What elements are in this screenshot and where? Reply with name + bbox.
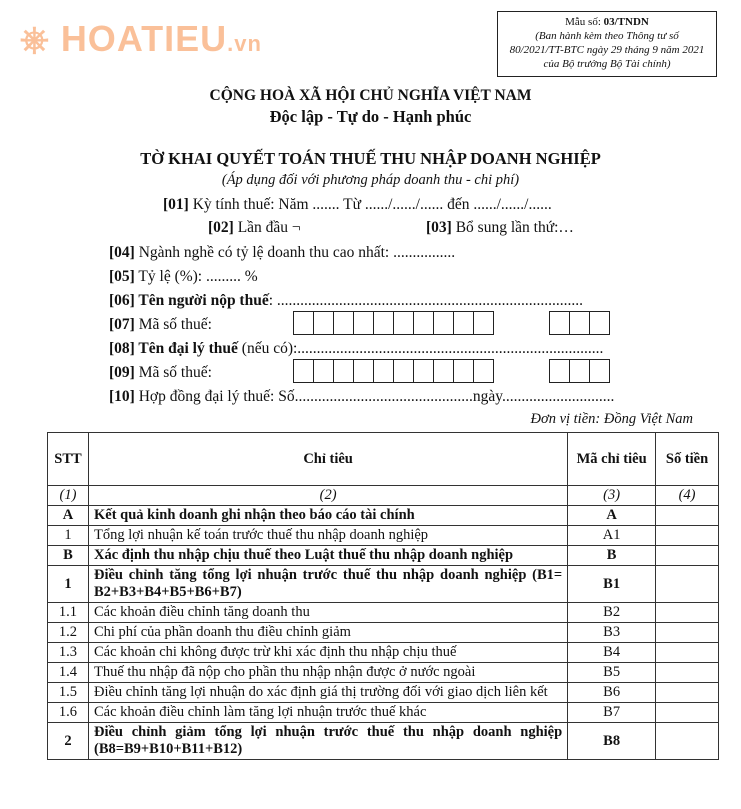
table-row	[48, 723, 719, 760]
field-08: [08] Tên đại lý thuế (nếu có):...............................................................................	[109, 340, 604, 357]
table-row	[48, 663, 719, 683]
row-amount[interactable]	[656, 603, 719, 623]
row-amount[interactable]	[656, 683, 719, 703]
page-title: TỜ KHAI QUYẾT TOÁN THUẾ THU NHẬP DOANH NGHIỆP	[140, 149, 601, 168]
field-06: [06] Tên người nộp thuế: ...............................................................................	[109, 292, 584, 309]
currency-unit: Đơn vị tiền: Đồng Việt Nam	[530, 411, 693, 427]
row-code: B2	[568, 603, 656, 623]
row-amount[interactable]	[656, 723, 719, 760]
table-row	[48, 546, 719, 566]
row-amount[interactable]	[656, 546, 719, 566]
tax-code-suffix-boxes[interactable]	[550, 311, 610, 335]
header-code: Mã chỉ tiêu	[568, 433, 656, 486]
form-note: 80/2021/TT-BTC ngày 29 tháng 9 năm 2021	[509, 44, 705, 56]
row-amount[interactable]	[656, 703, 719, 723]
header-criteria: Chỉ tiêu	[88, 433, 567, 486]
table-row	[48, 603, 719, 623]
row-stt: 1	[48, 526, 89, 546]
row-stt: 1.5	[48, 683, 89, 703]
table-row	[48, 526, 719, 546]
subtitle: (Áp dụng đối với phương pháp doanh thu - chi phí)	[221, 172, 520, 188]
row-label: Chi phí của phần doanh thu điều chỉnh giảm	[88, 623, 567, 643]
field-03: [03] Bổ sung lần thứ:…	[426, 219, 574, 236]
header-amount: Số tiền	[656, 433, 719, 486]
row-stt: 1	[48, 566, 89, 603]
row-amount[interactable]	[656, 526, 719, 546]
row-code: A	[568, 506, 656, 526]
row-label: Các khoản điều chỉnh tăng doanh thu	[88, 603, 567, 623]
field-04: [04] Ngành nghề có tỷ lệ doanh thu cao nhất: ................	[109, 244, 456, 261]
motto: Độc lập - Tự do - Hạnh phúc	[269, 107, 472, 126]
form-note: (Ban hành kèm theo Thông tư số	[535, 30, 679, 42]
row-label: Thuế thu nhập đã nộp cho phần thu nhập nhận được ở nước ngoài	[88, 663, 567, 683]
row-code: B5	[568, 663, 656, 683]
form-label: Mẫu số:	[565, 16, 604, 28]
row-amount[interactable]	[656, 643, 719, 663]
field-09: [09] Mã số thuế:	[109, 364, 212, 381]
table-row	[48, 566, 719, 603]
row-amount[interactable]	[656, 623, 719, 643]
row-label: Tổng lợi nhuận kế toán trước thuế thu nhập doanh nghiệp	[88, 526, 567, 546]
row-stt: 2	[48, 723, 89, 760]
watermark-logo: ⎈ HOATIEU.vn	[20, 18, 262, 59]
index-cell: (1)	[48, 486, 89, 506]
row-label: Các khoản chi không được trừ khi xác định thu nhập chịu thuế	[88, 643, 567, 663]
watermark-text: HOATIEU	[60, 18, 228, 59]
row-label: Các khoản điều chỉnh làm tăng lợi nhuận trước thuế khác	[88, 703, 567, 723]
row-code: B8	[568, 723, 656, 760]
field-07: [07] Mã số thuế:	[109, 316, 212, 333]
row-amount[interactable]	[656, 663, 719, 683]
agent-tax-code-suffix-boxes[interactable]	[550, 359, 610, 383]
table-row	[48, 703, 719, 723]
row-label: Điều chỉnh tăng lợi nhuận do xác định giá thị trường đối với giao dịch liên kết	[88, 683, 567, 703]
tax-code-boxes[interactable]	[294, 311, 494, 335]
row-amount[interactable]	[656, 506, 719, 526]
nation-heading: CỘNG HOÀ XÃ HỘI CHỦ NGHĨA VIỆT NAM	[209, 87, 532, 104]
field-01: [01] Kỳ tính thuế: Năm ....... Từ ....../....../...... đến ....../....../......	[163, 196, 552, 213]
row-code: B6	[568, 683, 656, 703]
row-code: B1	[568, 566, 656, 603]
row-stt: 1.6	[48, 703, 89, 723]
field-05: [05] Tỷ lệ (%): ......... %	[109, 268, 258, 285]
tax-table	[47, 432, 719, 760]
row-code: B4	[568, 643, 656, 663]
field-10: [10] Hợp đồng đại lý thuế: Số..............................................ngày.............................	[109, 388, 615, 405]
row-code: B7	[568, 703, 656, 723]
table-row	[48, 623, 719, 643]
table-row	[48, 683, 719, 703]
agent-tax-code-boxes[interactable]	[294, 359, 494, 383]
table-row	[48, 506, 719, 526]
index-cell: (4)	[656, 486, 719, 506]
form-note: của Bộ trưởng Bộ Tài chính)	[543, 58, 671, 70]
form-number-box	[497, 11, 717, 77]
row-stt: 1.3	[48, 643, 89, 663]
row-stt: A	[48, 506, 89, 526]
watermark-suffix: .vn	[227, 31, 262, 56]
row-stt: 1.4	[48, 663, 89, 683]
row-label: Xác định thu nhập chịu thuế theo Luật thuế thu nhập doanh nghiệp	[88, 546, 567, 566]
row-label: Điều chỉnh giảm tổng lợi nhuận trước thuế thu nhập doanh nghiệp (B8=B9+B10+B11+B12)	[88, 723, 567, 760]
row-label: Điều chỉnh tăng tổng lợi nhuận trước thuế thu nhập doanh nghiệp (B1= B2+B3+B4+B5+B6+B7)	[88, 566, 567, 603]
index-cell: (2)	[88, 486, 567, 506]
index-cell: (3)	[568, 486, 656, 506]
row-code: A1	[568, 526, 656, 546]
row-stt: 1.2	[48, 623, 89, 643]
row-label: Kết quả kinh doanh ghi nhận theo báo cáo tài chính	[88, 506, 567, 526]
row-stt: B	[48, 546, 89, 566]
table-row	[48, 643, 719, 663]
row-code: B3	[568, 623, 656, 643]
row-stt: 1.1	[48, 603, 89, 623]
header-stt: STT	[48, 433, 89, 486]
row-amount[interactable]	[656, 566, 719, 603]
field-02[interactable]: [02] Lần đầu ¬	[208, 219, 301, 236]
form-code: 03/TNDN	[603, 16, 649, 28]
row-code: B	[568, 546, 656, 566]
